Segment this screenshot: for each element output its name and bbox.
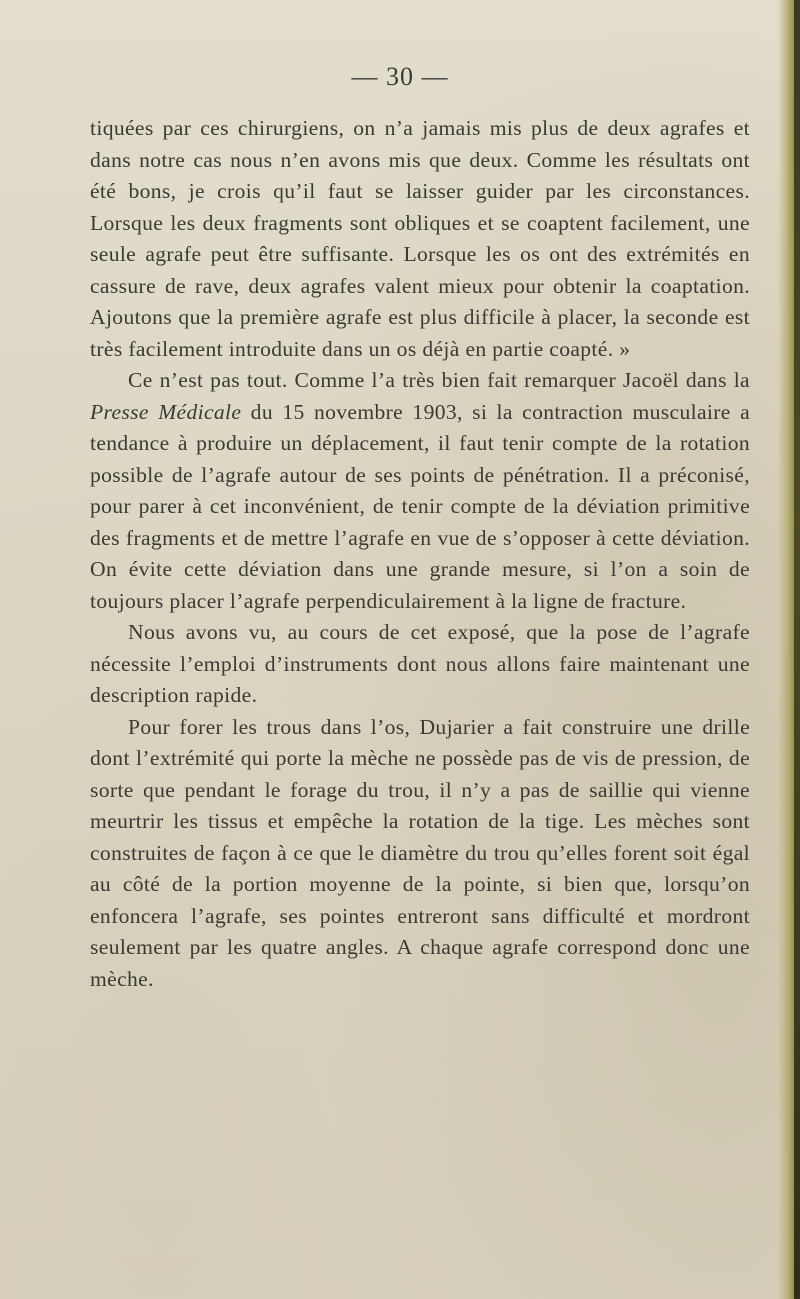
page-number: — 30 — (351, 62, 449, 91)
body-text (90, 113, 750, 995)
paragraph-2 (90, 365, 750, 617)
paragraph-2-before: Ce n’est pas tout. Comme l’a très bien fait remarquer Jacoël dans la (128, 368, 750, 392)
book-binding-edge (794, 0, 800, 1299)
paragraph-3: Nous avons vu, au cours de cet exposé, que la pose de l’agrafe nécessite l’emploi d’instruments dont nous allons faire maintenant une description rapide. (90, 620, 750, 707)
paragraph-2-after: du 15 novembre 1903, si la contraction musculaire a tendance à produire un déplacement, il faut tenir compte de la rotation possible de l’agrafe autour de ses points de pénétration. Il a préconisé, pour parer à cet inconvénient, de tenir compte de la déviation primitive des fragments et de mettre l’agrafe en vue de s’opposer à cette déviation. On évite cette déviation dans une grande mesure, si l’on a soin de toujours placer l’agrafe perpendiculairement à la ligne de fracture. (90, 399, 750, 613)
paragraph-4: Pour forer les trous dans l’os, Dujarier a fait construire une drille dont l’extrémité qui porte la mèche ne possède pas de vis de pression, de sorte que pendant le forage du trou, il n’y a pas de saillie qui vienne meurtrir les tissus et empêche la rotation de la tige. Les mèches sont construites de façon à ce que le diamètre du trou qu’elles forent soit égal au côté de la portion moyenne de la pointe, si bien que, lorsqu’on enfoncera l’agrafe, ses pointes entreront sans difficulté et mordront seulement par les quatre angles. A chaque agrafe correspond donc une mèche. (90, 714, 750, 991)
paragraph-1: tiquées par ces chirurgiens, on n’a jamais mis plus de deux agrafes et dans notre cas nous n’en avons mis que deux. Comme les résultats ont été bons, je crois qu’il faut se laisser guider par les circonstances. Lorsque les deux fragments sont obliques et se coaptent facilement, une seule agrafe peut être suffisante. Lorsque les os ont des extrémités en cassure de rave, deux agrafes valent mieux pour obtenir la coaptation. Ajoutons que la première agrafe est plus difficile à placer, la seconde est très facilement introduite dans un os déjà en partie coapté. » (90, 116, 750, 361)
journal-title: Presse Médicale (90, 399, 242, 424)
